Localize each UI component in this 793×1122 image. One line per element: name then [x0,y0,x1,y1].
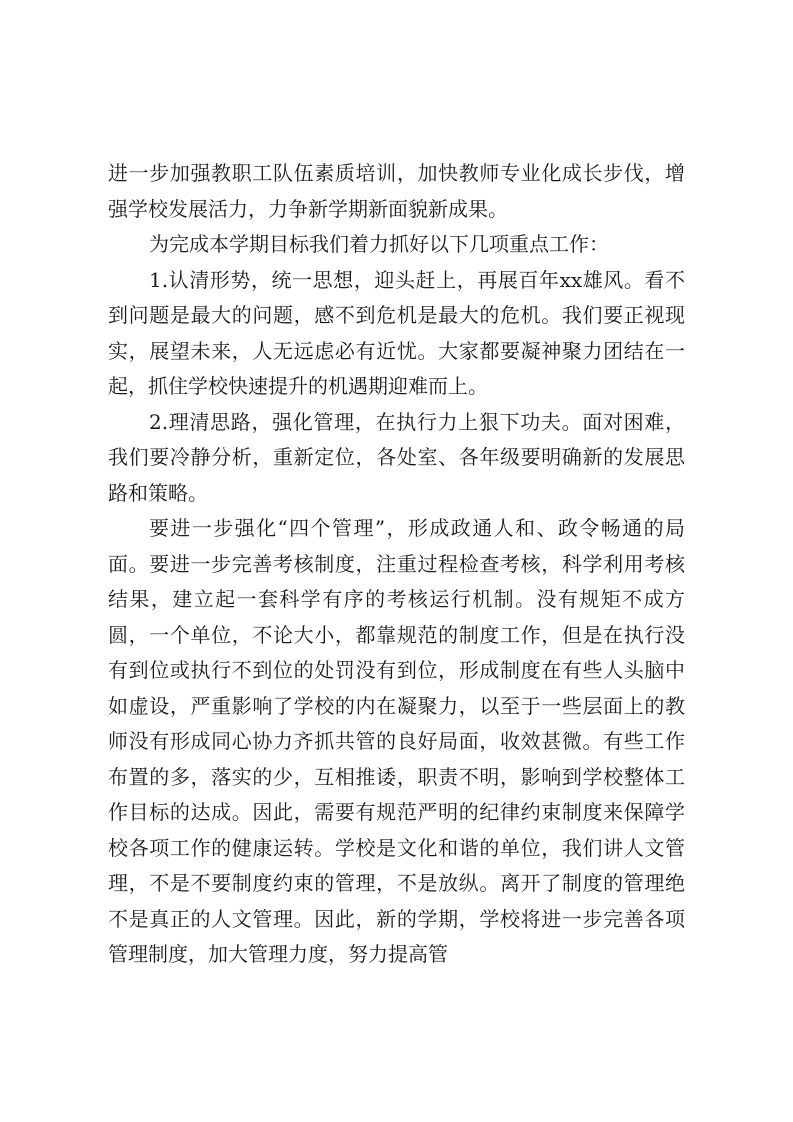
document-body [108,156,685,973]
paragraph-5: 要进一步强化“四个管理”，形成政通人和、政令畅通的局面。要进一步完善考核制度，注重过程检查考核，科学利用考核结果，建立起一套科学有序的考核运行机制。没有规矩不成方圆，一个单位，不论大小，都靠规范的制度工作，但是在执行没有到位或执行不到位的处罚没有到位，形成制度在有些人头脑中如虚设，严重影响了学校的内在凝聚力，以至于一些层面上的教师没有形成同心协力齐抓共管的良好局面，收效甚微。有些工作布置的多，落实的少，互相推诿，职责不明，影响到学校整体工作目标的达成。因此，需要有规范严明的纪律约束制度来保障学校各项工作的健康运转。学校是文化和谐的单位，我们讲人文管理，不是不要制度约束的管理，不是放纵。离开了制度的管理绝不是真正的人文管理。因此，新的学期，学校将进一步完善各项管理制度，加大管理力度，努力提高管 [108,516,685,966]
paragraph-1: 进一步加强教职工队伍素质培训，加快教师专业化成长步伐，增强学校发展活力，力争新学期新面貌新成果。 [108,161,685,221]
paragraph-3: 1.认清形势，统一思想，迎头赶上，再展百年xx雄风。看不到问题是最大的问题，感不到危机是最大的危机。我们要正视现实，展望未来，人无远虑必有近忧。大家都要凝神聚力团结在一起，抓住学校快速提升的机遇期迎难而上。 [108,267,685,398]
paragraph-2: 为完成本学期目标我们着力抓好以下几项重点工作： [149,232,609,256]
paragraph-4: 2.理清思路，强化管理，在执行力上狠下功夫。面对困难，我们要冷静分析，重新定位，各处室、各年级要明确新的发展思路和策略。 [108,409,685,505]
